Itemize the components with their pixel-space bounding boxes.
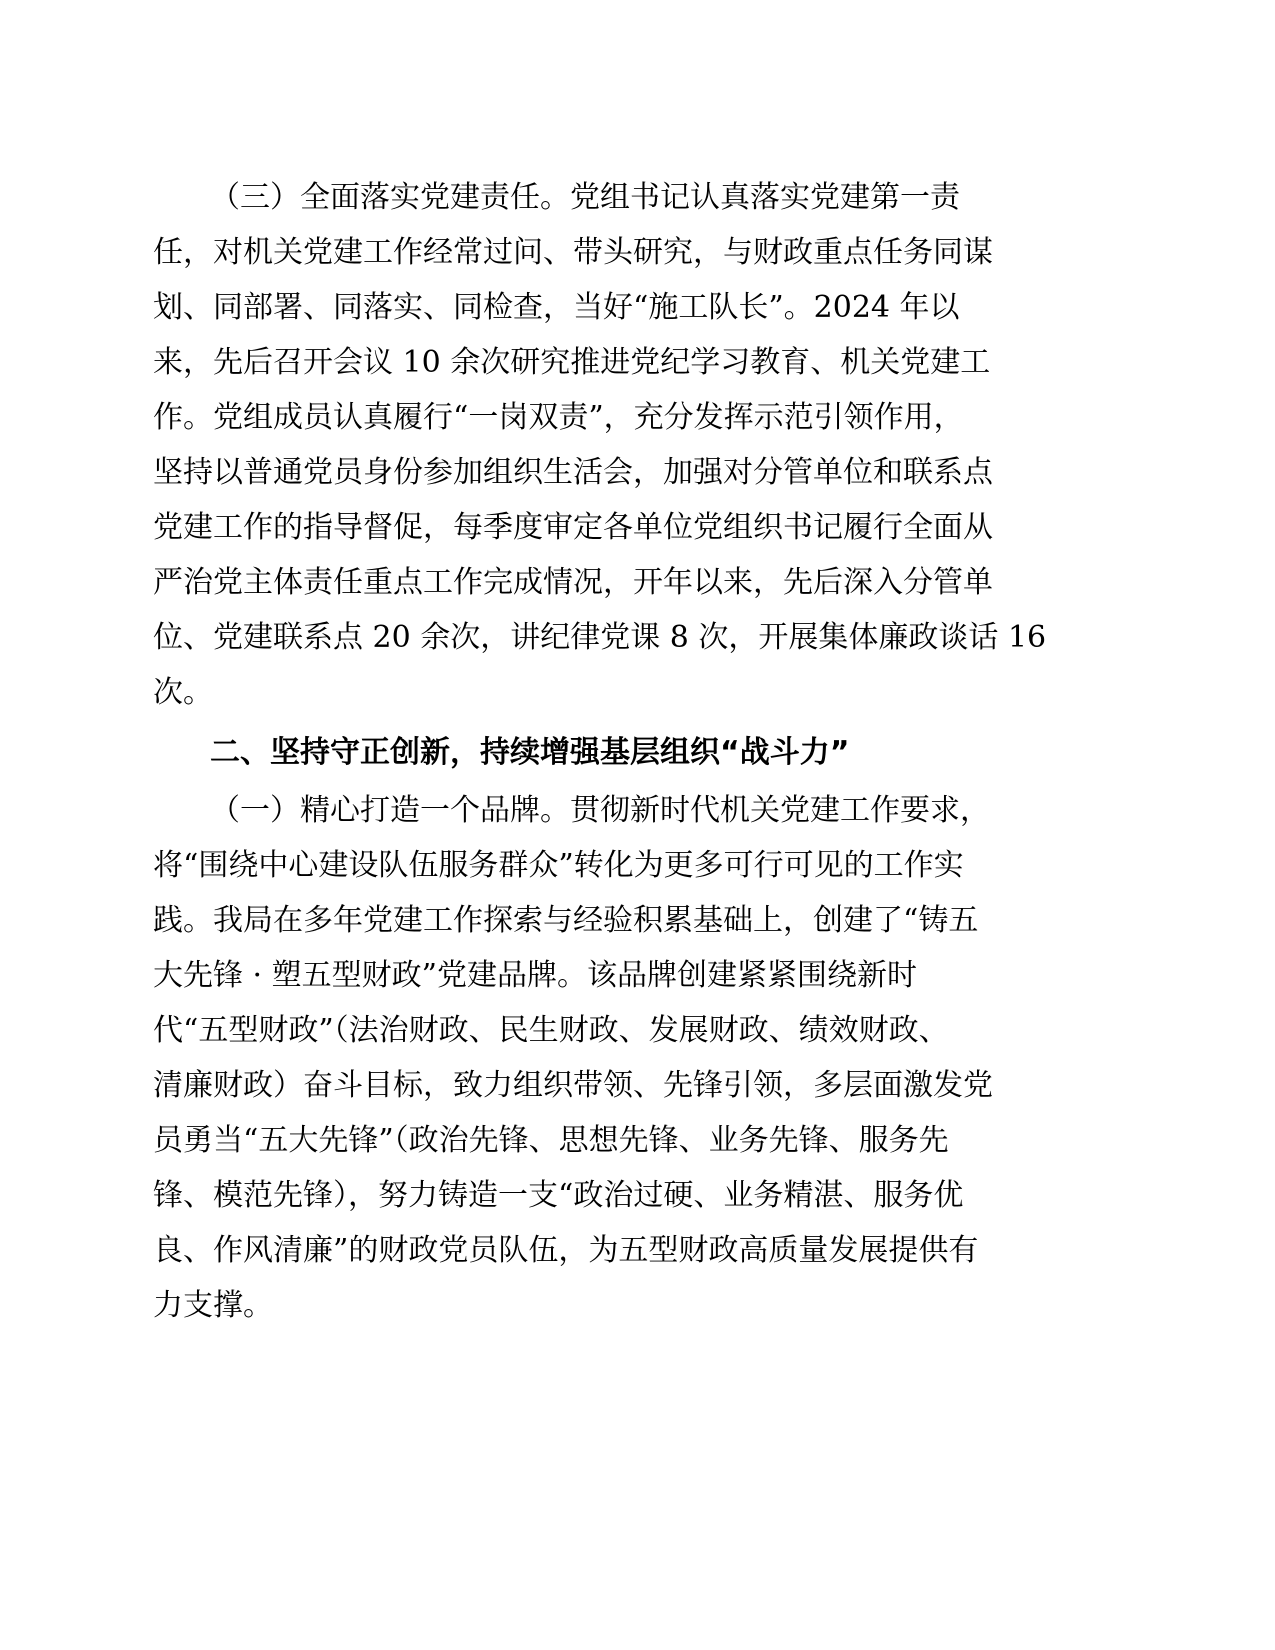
paragraph-3-line-9: 位、党建联系点 20 余次，讲纪律党课 8 次，开展集体廉政谈话 16: [153, 620, 1047, 655]
paragraph-2-1-line-8: 锋、模范先锋），努力铸造一支“政治过硬、业务精湛、服务优: [153, 1178, 964, 1213]
paragraph-2-1-line-7: 员勇当“五大先锋”（政治先锋、思想先锋、业务先锋、服务先: [153, 1123, 949, 1158]
paragraph-3-line-7: 党建工作的指导督促，每季度审定各单位党组织书记履行全面从: [153, 510, 993, 545]
paragraph-3-line-5: 作。党组成员认真履行“一岗双责”，充分发挥示范引领作用，: [153, 400, 964, 435]
paragraph-3-line-4: 来，先后召开会议 10 余次研究推进党纪学习教育、机关党建工: [153, 345, 991, 380]
paragraph-2-1-line-6: 清廉财政）奋斗目标，致力组织带领、先锋引领，多层面激发党: [153, 1068, 993, 1103]
paragraph-3-line-1: （三）全面落实党建责任。党组书记认真落实党建第一责: [210, 180, 960, 215]
paragraph-3-line-6: 坚持以普通党员身份参加组织生活会，加强对分管单位和联系点: [153, 455, 993, 490]
paragraph-2-1-line-2: 将“围绕中心建设队伍服务群众”转化为更多可行可见的工作实: [153, 848, 964, 883]
paragraph-3-line-2: 任，对机关党建工作经常过问、带头研究，与财政重点任务同谋: [153, 235, 993, 270]
paragraph-2-1-line-4: 大先锋 · 塑五型财政”党建品牌。该品牌创建紧紧围绕新时: [153, 958, 917, 993]
paragraph-2-1-line-3: 践。我局在多年党建工作探索与经验积累基础上，创建了“铸五: [153, 903, 979, 938]
paragraph-3-line-10: 次。: [153, 675, 213, 710]
paragraph-3-line-3: 划、同部署、同落实、同检查，当好“施工队长”。2024 年以: [153, 290, 960, 325]
paragraph-2-1-line-5: 代“五型财政”（法治财政、民生财政、发展财政、绩效财政、: [153, 1013, 949, 1048]
section-2-heading: 二、坚持守正创新，持续增强基层组织“战斗力”: [210, 735, 850, 770]
paragraph-3-line-8: 严治党主体责任重点工作完成情况，开年以来，先后深入分管单: [153, 565, 993, 600]
paragraph-2-1-line-1: （一）精心打造一个品牌。贯彻新时代机关党建工作要求，: [210, 793, 990, 828]
paragraph-2-1-line-9: 良、作风清廉”的财政党员队伍，为五型财政高质量发展提供有: [153, 1233, 979, 1268]
paragraph-2-1-line-10: 力支撑。: [153, 1288, 273, 1323]
